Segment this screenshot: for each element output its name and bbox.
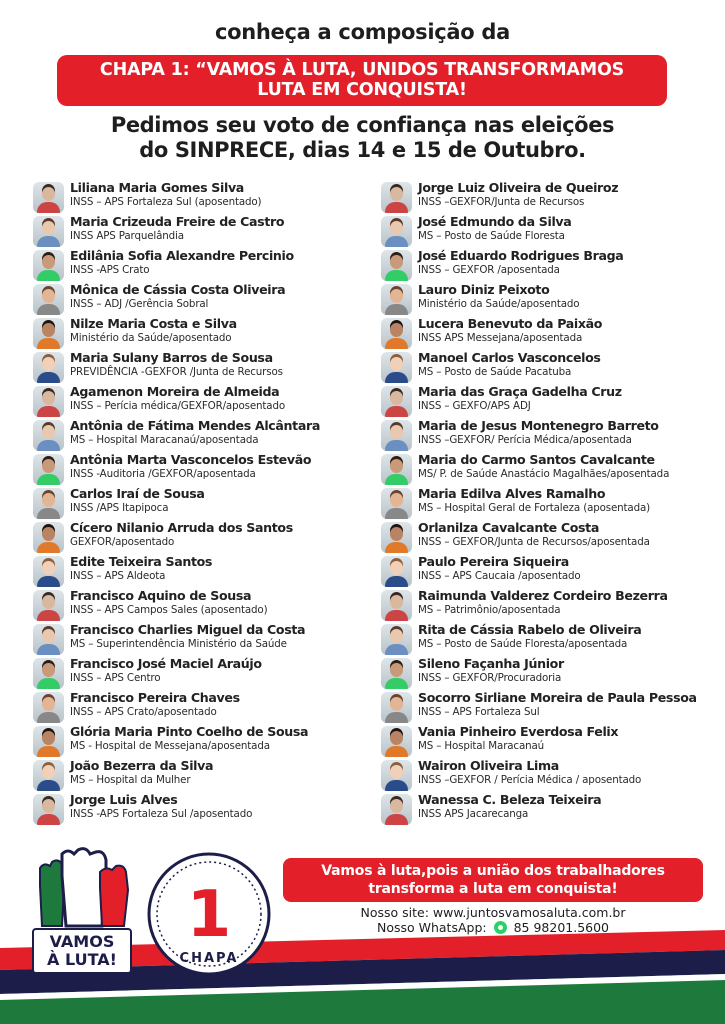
member-photo-body [385,440,408,451]
member-entry [381,656,711,690]
member-entry [33,792,363,826]
member-entry [381,690,711,724]
member-entry [33,418,363,452]
member-photo-head [390,187,403,201]
member-role: INSS – APS Crato/aposentado [70,706,217,718]
member-entry [381,180,711,214]
website-link[interactable]: www.juntosvamosaluta.com.br [432,905,626,920]
member-photo-body [385,372,408,383]
member-photo [33,794,64,825]
member-photo-body [37,406,60,417]
member-photo [33,556,64,587]
member-role: INSS – APS Fortaleza Sul (aposentado) [70,196,262,208]
member-entry [381,350,711,384]
member-name: João Bezerra da Silva [70,758,214,773]
chapa-title-line2: LUTA EM CONQUISTA! [257,80,467,100]
member-photo-head [390,527,403,541]
member-name: Orlanilza Cavalcante Costa [418,520,599,535]
member-photo [33,522,64,553]
member-entry [381,316,711,350]
member-photo-head [390,731,403,745]
member-photo-body [385,270,408,281]
member-name: Raimunda Valderez Cordeiro Bezerra [418,588,668,603]
member-role: INSS APS Jacarecanga [418,808,529,820]
member-photo [381,624,412,655]
member-photo [381,692,412,723]
member-role: INSS APS Parquelândia [70,230,184,242]
member-entry [33,282,363,316]
member-photo [381,182,412,213]
left-member-list [33,180,363,826]
member-photo-body [385,610,408,621]
member-photo [381,488,412,519]
member-photo-head [42,221,55,235]
member-photo [33,488,64,519]
member-name: Vania Pinheiro Everdosa Felix [418,724,619,739]
member-photo [381,794,412,825]
member-photo-head [42,255,55,269]
member-name: Antônia Marta Vasconcelos Estevão [70,452,312,467]
member-photo [33,250,64,281]
member-photo [381,522,412,553]
member-name: Wairon Oliveira Lima [418,758,559,773]
member-photo [33,658,64,689]
member-photo [33,386,64,417]
vote-appeal-line2: do SINPRECE, dias 14 e 15 de Outubro. [139,138,586,162]
member-role: MS – Superintendência Ministério da Saúde [70,638,287,650]
member-role: MS – Patrimônio/aposentada [418,604,561,616]
member-photo-head [390,799,403,813]
member-photo-body [37,270,60,281]
member-photo [33,284,64,315]
member-role: MS – Hospital Geral de Fortaleza (aposentada) [418,502,651,514]
whatsapp-label: Nosso WhatsApp: [376,920,487,935]
member-name: Paulo Pereira Siqueira [418,554,569,569]
member-name: Maria Edilva Alves Ramalho [418,486,606,501]
member-photo [381,556,412,587]
member-photo-body [385,236,408,247]
chapa-1-seal [145,850,273,978]
member-photo-head [390,595,403,609]
member-role: MS – Hospital Maracanaú/aposentada [70,434,259,446]
member-role: MS – Posto de Saúde Pacatuba [418,366,572,378]
member-name: Jorge Luiz Oliveira de Queiroz [418,180,619,195]
member-entry [381,520,711,554]
member-name: Antônia de Fátima Mendes Alcântara [70,418,320,433]
member-role: INSS – GEXFO/APS ADJ [418,400,531,412]
member-photo [381,420,412,451]
member-role: MS - Hospital de Messejana/aposentada [70,740,270,752]
member-photo-body [37,780,60,791]
slogan-line2: transforma a luta em conquista! [368,881,618,897]
member-photo-body [37,678,60,689]
member-photo-head [390,459,403,473]
member-photo-body [37,440,60,451]
member-role: PREVIDÊNCIA -GEXFOR /Junta de Recursos [70,366,283,378]
member-photo-head [390,493,403,507]
member-photo [381,284,412,315]
member-role: INSS -Auditoria /GEXFOR/aposentada [70,468,256,480]
member-name: Francisco José Maciel Araújo [70,656,262,671]
member-entry [33,554,363,588]
member-photo [381,318,412,349]
intro-heading: conheça a composição da [214,20,510,44]
member-name: Francisco Aquino de Sousa [70,588,252,603]
member-name: Wanessa C. Beleza Teixeira [418,792,602,807]
member-name: Rita de Cássia Rabelo de Oliveira [418,622,642,637]
member-role: INSS – APS Aldeota [70,570,166,582]
member-entry [381,758,711,792]
member-entry [33,180,363,214]
member-photo-head [42,187,55,201]
member-photo-body [37,576,60,587]
member-name: Maria do Carmo Santos Cavalcante [418,452,655,467]
member-entry [381,452,711,486]
member-role: INSS -APS Crato [70,264,150,276]
member-photo [381,250,412,281]
whatsapp-icon [494,921,507,934]
member-entry [381,486,711,520]
member-name: Cícero Nilanio Arruda dos Santos [70,520,293,535]
member-photo-head [42,527,55,541]
member-photo-body [385,338,408,349]
member-photo-body [385,814,408,825]
member-photo-head [390,425,403,439]
member-role: INSS – APS Centro [70,672,161,684]
member-name: José Edmundo da Silva [418,214,572,229]
member-photo-head [42,663,55,677]
member-photo-head [42,459,55,473]
member-photo [33,420,64,451]
member-photo-head [390,255,403,269]
member-role: INSS –GEXFOR/Junta de Recursos [418,196,585,208]
member-photo [381,658,412,689]
member-name: Mônica de Cássia Costa Oliveira [70,282,286,297]
member-photo-head [42,697,55,711]
member-entry [381,622,711,656]
member-entry [33,588,363,622]
member-photo-head [42,425,55,439]
member-photo-head [42,357,55,371]
member-role: INSS /APS Itapipoca [70,502,169,514]
member-name: Lauro Diniz Peixoto [418,282,550,297]
member-photo [33,352,64,383]
member-entry [33,690,363,724]
member-name: Liliana Maria Gomes Silva [70,180,244,195]
member-photo [381,590,412,621]
member-entry [33,350,363,384]
member-photo-head [42,595,55,609]
member-entry [33,656,363,690]
member-photo-head [390,289,403,303]
member-photo [33,624,64,655]
member-photo-body [37,338,60,349]
member-role: MS – Hospital Maracanaú [418,740,545,752]
member-photo-head [42,765,55,779]
whatsapp-line [283,920,703,936]
member-photo-body [37,372,60,383]
member-role: INSS – Perícia médica/GEXFOR/aposentado [70,400,285,412]
member-name: Maria de Jesus Montenegro Barreto [418,418,659,433]
member-photo-body [385,508,408,519]
member-entry [33,384,363,418]
member-name: Francisco Pereira Chaves [70,690,240,705]
member-photo [33,590,64,621]
member-photo-head [390,663,403,677]
member-role: Ministério da Saúde/aposentado [70,332,232,344]
member-entry [33,214,363,248]
member-photo [381,454,412,485]
website-line [283,905,703,921]
chapa-title-banner [57,55,667,106]
member-photo-body [37,474,60,485]
member-name: Lucera Benevuto da Paixão [418,316,603,331]
member-name: Maria Sulany Barros de Sousa [70,350,273,365]
member-photo-body [37,644,60,655]
chapa-title-line1: CHAPA 1: “VAMOS À LUTA, UNIDOS TRANSFORMAMOS [99,60,625,80]
member-photo-body [37,304,60,315]
member-photo-body [385,474,408,485]
member-name: Nilze Maria Costa e Silva [70,316,237,331]
member-role: INSS –GEXFOR/ Perícia Médica/aposentada [418,434,632,446]
member-name: Manoel Carlos Vasconcelos [418,350,601,365]
member-photo-head [390,221,403,235]
member-photo [381,216,412,247]
member-photo-head [390,391,403,405]
member-name: Glória Maria Pinto Coelho de Sousa [70,724,309,739]
logo-line2: À LUTA! [47,950,117,969]
member-name: Socorro Sirliane Moreira de Paula Pessoa [418,690,697,705]
whatsapp-number[interactable]: 85 98201.5600 [513,920,610,935]
member-role: INSS – APS Campos Sales (aposentado) [70,604,268,616]
member-photo-body [385,202,408,213]
seal-number: 1 [186,878,232,952]
slogan-banner [283,858,703,902]
member-entry [381,418,711,452]
member-photo-body [385,576,408,587]
member-entry [381,384,711,418]
member-entry [381,588,711,622]
member-photo-head [42,731,55,745]
member-photo [381,760,412,791]
member-entry [33,316,363,350]
member-photo-head [390,697,403,711]
member-photo-body [385,678,408,689]
website-label: Nosso site: [360,905,429,920]
member-photo [381,386,412,417]
member-entry [381,792,711,826]
member-role: INSS APS Messejana/aposentada [418,332,583,344]
member-entry [381,554,711,588]
member-photo [381,352,412,383]
vote-appeal [0,113,725,163]
member-role: INSS – GEXFOR/Procuradoria [418,672,562,684]
member-entry [33,248,363,282]
member-photo-body [37,236,60,247]
member-photo-body [385,780,408,791]
member-photo-body [385,644,408,655]
member-role: INSS –GEXFOR / Perícia Médica / aposentado [418,774,642,786]
member-entry [33,520,363,554]
member-entry [33,758,363,792]
member-photo [33,182,64,213]
member-photo-head [42,323,55,337]
member-photo-body [37,508,60,519]
member-entry [381,724,711,758]
member-name: Francisco Charlies Miguel da Costa [70,622,306,637]
logo-line1: VAMOS [49,932,115,951]
member-role: MS/ P. de Saúde Anastácio Magalhães/aposentada [418,468,670,480]
member-photo-body [37,746,60,757]
member-role: INSS – APS Caucaia /aposentado [418,570,581,582]
member-role: INSS – GEXFOR /aposentada [418,264,560,276]
right-member-list [381,180,711,826]
member-photo-head [390,765,403,779]
member-photo-body [385,746,408,757]
slogan-line1: Vamos à luta,pois a união dos trabalhadores [321,863,665,879]
member-entry [33,622,363,656]
member-photo-head [390,323,403,337]
member-name: Sileno Façanha Júnior [418,656,564,671]
member-photo [33,726,64,757]
member-photo-head [42,561,55,575]
member-role: INSS – ADJ /Gerência Sobral [70,298,209,310]
member-photo-body [385,406,408,417]
member-name: Maria das Graça Gadelha Cruz [418,384,622,399]
vamos-a-luta-logo [32,928,132,974]
member-photo-body [37,712,60,723]
member-entry [33,452,363,486]
member-role: INSS – APS Fortaleza Sul [418,706,540,718]
member-photo [381,726,412,757]
member-photo-head [42,289,55,303]
member-entry [33,486,363,520]
member-name: Maria Crizeuda Freire de Castro [70,214,285,229]
member-entry [381,248,711,282]
member-role: Ministério da Saúde/aposentado [418,298,580,310]
vote-appeal-line1: Pedimos seu voto de confiança nas eleições [110,113,615,137]
member-photo-head [42,629,55,643]
member-photo-head [390,629,403,643]
member-name: Jorge Luis Alves [70,792,178,807]
member-photo-body [37,202,60,213]
member-name: José Eduardo Rodrigues Braga [418,248,624,263]
member-role: MS – Hospital da Mulher [70,774,191,786]
member-role: MS – Posto de Saúde Floresta/aposentada [418,638,628,650]
member-photo-head [42,391,55,405]
member-entry [33,724,363,758]
member-photo [33,318,64,349]
member-photo [33,216,64,247]
member-photo-head [390,357,403,371]
member-name: Carlos Iraí de Sousa [70,486,205,501]
member-photo [33,760,64,791]
member-name: Edilânia Sofia Alexandre Percinio [70,248,294,263]
member-name: Edite Teixeira Santos [70,554,213,569]
member-photo-head [42,493,55,507]
member-photo [33,692,64,723]
member-role: INSS -APS Fortaleza Sul /aposentado [70,808,253,820]
member-photo-body [37,610,60,621]
member-photo-body [385,304,408,315]
member-role: GEXFOR/aposentado [70,536,175,548]
member-photo-body [385,712,408,723]
member-photo-body [37,814,60,825]
member-photo-body [37,542,60,553]
member-role: INSS – GEXFOR/Junta de Recursos/aposentada [418,536,650,548]
member-role: MS – Posto de Saúde Floresta [418,230,565,242]
member-entry [381,214,711,248]
member-photo-head [42,799,55,813]
member-photo [33,454,64,485]
member-photo-head [390,561,403,575]
member-name: Agamenon Moreira de Almeida [70,384,280,399]
seal-word: CHAPA [179,951,239,966]
member-entry [381,282,711,316]
member-photo-body [385,542,408,553]
